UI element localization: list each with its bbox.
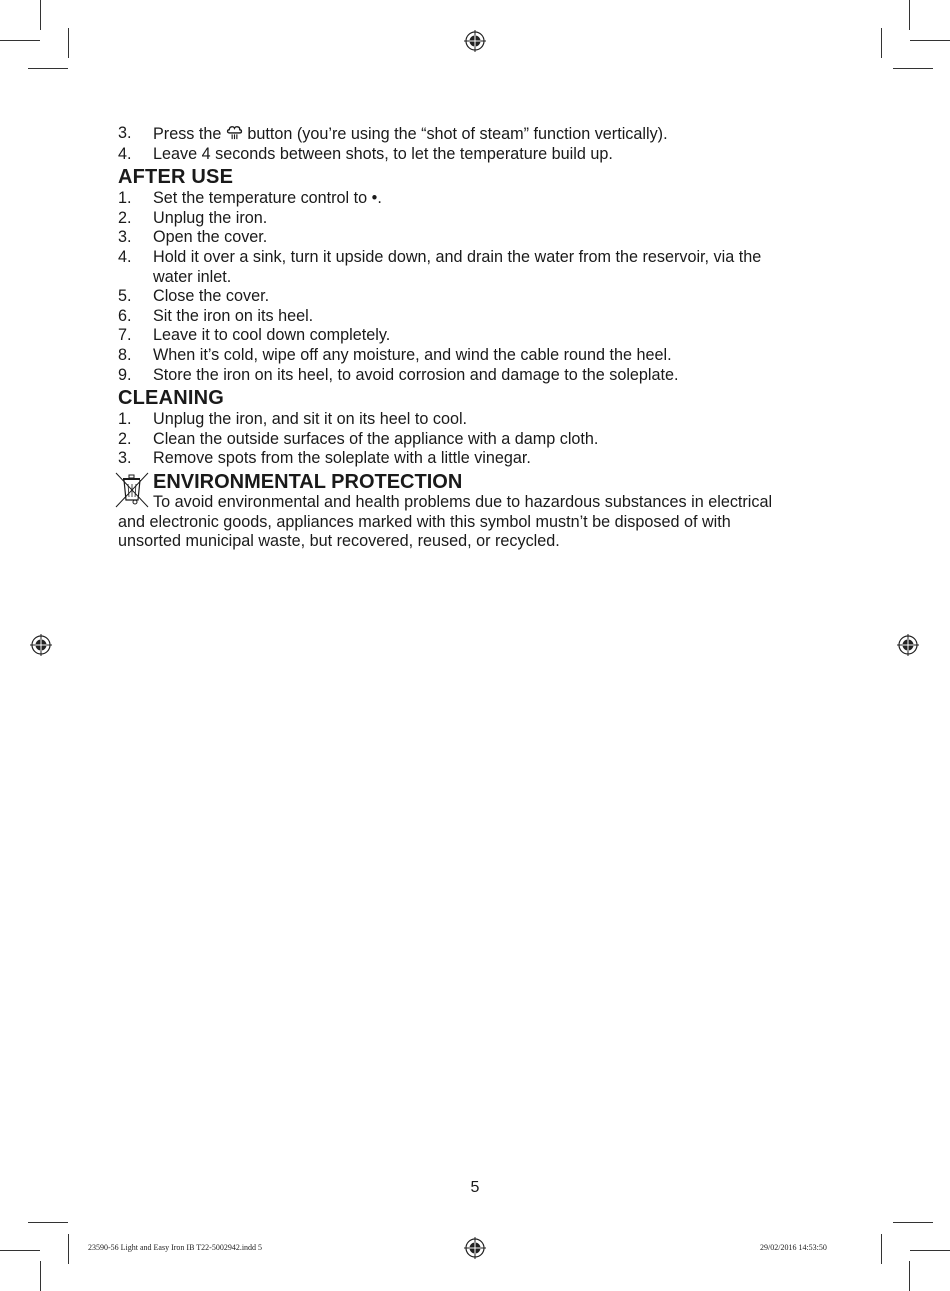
crop-mark (893, 68, 933, 69)
registration-mark-icon (897, 634, 919, 656)
step-number: 2. (118, 208, 132, 227)
step-text: Sit the iron on its heel. (153, 306, 314, 325)
crop-mark (910, 1250, 950, 1251)
crop-mark (909, 1261, 910, 1291)
step-text: Clean the outside surfaces of the appliance with a damp cloth. (153, 429, 599, 448)
crop-mark (909, 0, 910, 30)
list-item (118, 430, 798, 450)
environmental-protection-heading: ENVIRONMENTAL PROTECTION (153, 470, 463, 493)
crop-mark (881, 1234, 882, 1264)
list-item (118, 189, 798, 209)
step-text: When it’s cold, wipe off any moisture, and wind the cable round the heel. (153, 345, 672, 364)
crop-mark (0, 1250, 40, 1251)
step-text: Unplug the iron. (153, 208, 268, 227)
crop-mark (893, 1222, 933, 1223)
crop-mark (28, 1222, 68, 1223)
crop-mark (910, 40, 950, 41)
list-item (118, 366, 798, 386)
step-number: 4. (118, 247, 132, 266)
registration-mark-icon (464, 1237, 486, 1259)
crop-mark (68, 28, 69, 58)
list-item (118, 124, 798, 145)
step-number: 6. (118, 306, 132, 325)
list-item (118, 410, 798, 430)
list-item (118, 228, 798, 248)
step-number: 2. (118, 429, 132, 448)
crop-mark (40, 0, 41, 30)
step-text: Leave 4 seconds between shots, to let the temperature build up. (153, 144, 613, 163)
step-number: 1. (118, 189, 132, 208)
slug-timestamp: 29/02/2016 14:53:50 (760, 1243, 827, 1252)
step-number: 1. (118, 410, 132, 429)
step-number: 4. (118, 144, 132, 163)
environmental-text: To avoid environmental and health problems due to hazardous substances in electrical and electronic goods, appliances marked with this symbol mustn’t be disposed of with unsorted municipal waste, but recovered, reused, or recycled. (118, 492, 773, 551)
list-item (118, 145, 798, 165)
list-item (118, 287, 798, 307)
step-text: Set the temperature control to •. (153, 189, 382, 208)
registration-mark-icon (464, 30, 486, 52)
page-number: 5 (470, 1179, 480, 1196)
step-number: 3. (118, 228, 132, 247)
step-text: Hold it over a sink, turn it upside down, and drain the water from the reservoir, via the water inlet. (153, 247, 762, 286)
cleaning-heading: CLEANING (118, 387, 225, 410)
environmental-section (118, 471, 798, 552)
registration-mark-icon (30, 634, 52, 656)
step-text: Leave it to cool down completely. (153, 326, 391, 345)
step-number: 7. (118, 326, 132, 345)
step-text: Store the iron on its heel, to avoid corrosion and damage to the soleplate. (153, 365, 679, 384)
main-content (118, 124, 798, 552)
crop-mark (68, 1234, 69, 1264)
list-item (118, 449, 798, 469)
step-number: 5. (118, 287, 132, 306)
list-item (118, 307, 798, 327)
step-number: 3. (118, 449, 132, 468)
after-use-heading: AFTER USE (118, 166, 234, 189)
list-item (118, 209, 798, 229)
crop-mark (28, 68, 68, 69)
step-text-after: button (you’re using the “shot of steam” function vertically). (247, 125, 668, 143)
list-item (118, 346, 798, 366)
crop-mark (881, 28, 882, 58)
step-text: Close the cover. (153, 287, 270, 306)
step-number: 8. (118, 345, 132, 364)
list-item (118, 248, 798, 287)
crossed-out-wheelie-bin-icon (113, 469, 151, 509)
step-text: Remove spots from the soleplate with a little vinegar. (153, 449, 531, 468)
crop-mark (40, 1261, 41, 1291)
step-number: 3. (118, 124, 132, 142)
list-item (118, 326, 798, 346)
step-text: Unplug the iron, and sit it on its heel to cool. (153, 410, 468, 429)
step-number: 9. (118, 365, 132, 384)
shot-of-steam-icon (226, 124, 243, 141)
step-text-before: Press the (153, 125, 222, 143)
slug-file-info: 23590-56 Light and Easy Iron IB T22-5002942.indd 5 (88, 1243, 263, 1252)
crop-mark (0, 40, 40, 41)
step-text: Open the cover. (153, 228, 268, 247)
